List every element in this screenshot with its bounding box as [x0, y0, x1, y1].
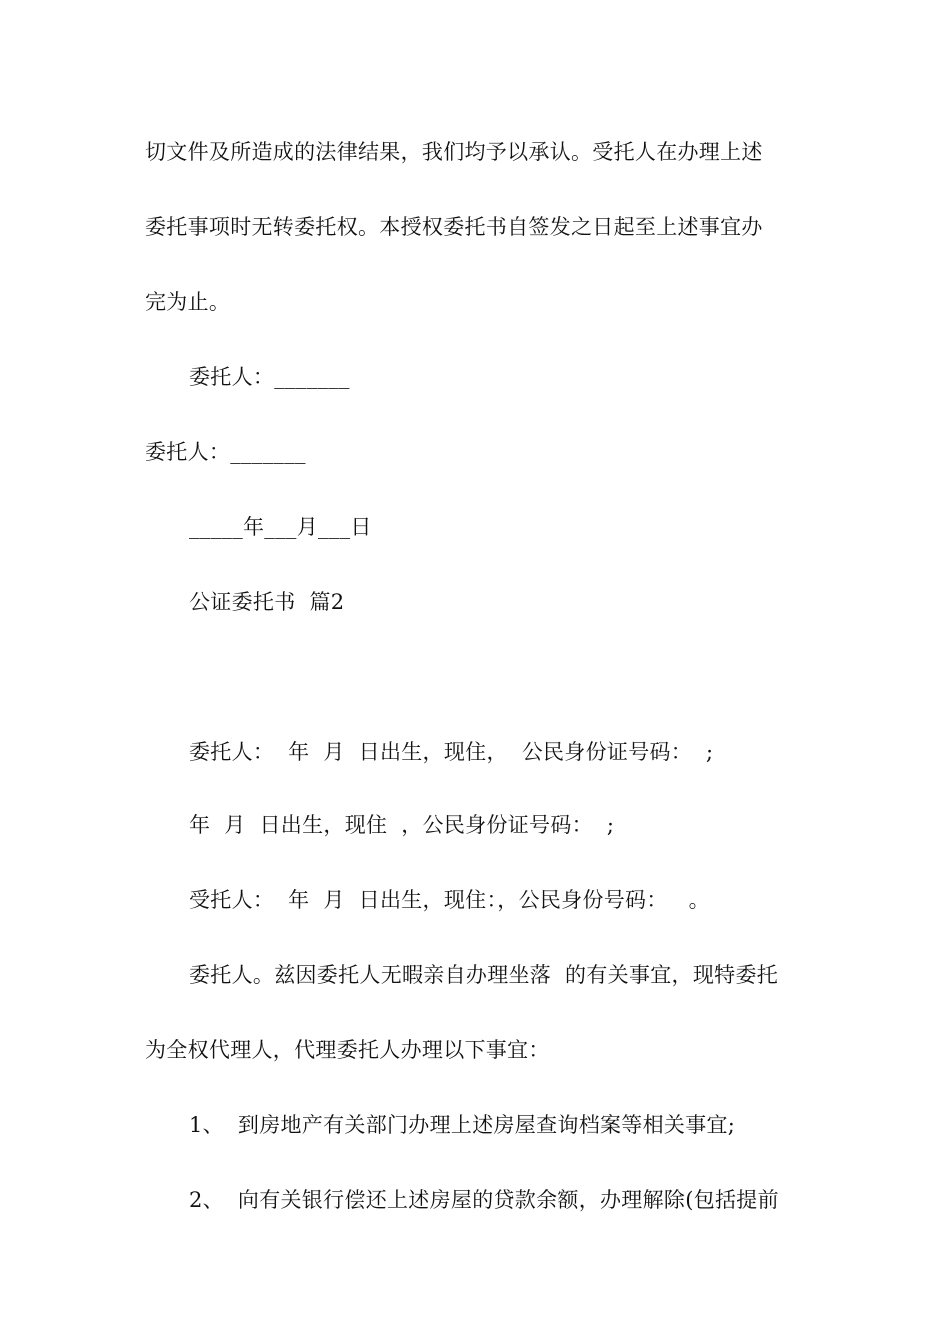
principal-signature-line: 委托人：_______: [189, 365, 350, 389]
date-line: _____年___月___日: [189, 515, 372, 539]
paragraph-line: 为全权代理人，代理委托人办理以下事宜：: [145, 1038, 550, 1062]
list-item: 2、 向有关银行偿还上述房屋的贷款余额，办理解除(包括提前: [189, 1188, 779, 1212]
section-heading: 公证委托书 篇2: [189, 590, 345, 614]
paragraph-line: 切文件及所造成的法律结果，我们均予以承认。受托人在办理上述: [145, 140, 763, 164]
paragraph-line: 完为止。: [145, 290, 231, 314]
principal-info-line: 年 月 日出生，现住 ，公民身份证号码： ;: [189, 813, 615, 837]
paragraph-line: 委托人。兹因委托人无暇亲自办理坐落 的有关事宜，现特委托: [189, 963, 779, 987]
principal-signature-line: 委托人：_______: [145, 440, 306, 464]
agent-info-line: 受托人： 年 月 日出生，现住：，公民身份号码： 。: [189, 888, 710, 912]
list-item: 1、 到房地产有关部门办理上述房屋查询档案等相关事宜;: [189, 1113, 736, 1137]
principal-info-line: 委托人： 年 月 日出生，现住， 公民身份证号码： ;: [189, 740, 714, 764]
paragraph-line: 委托事项时无转委托权。本授权委托书自签发之日起至上述事宜办: [145, 215, 763, 239]
